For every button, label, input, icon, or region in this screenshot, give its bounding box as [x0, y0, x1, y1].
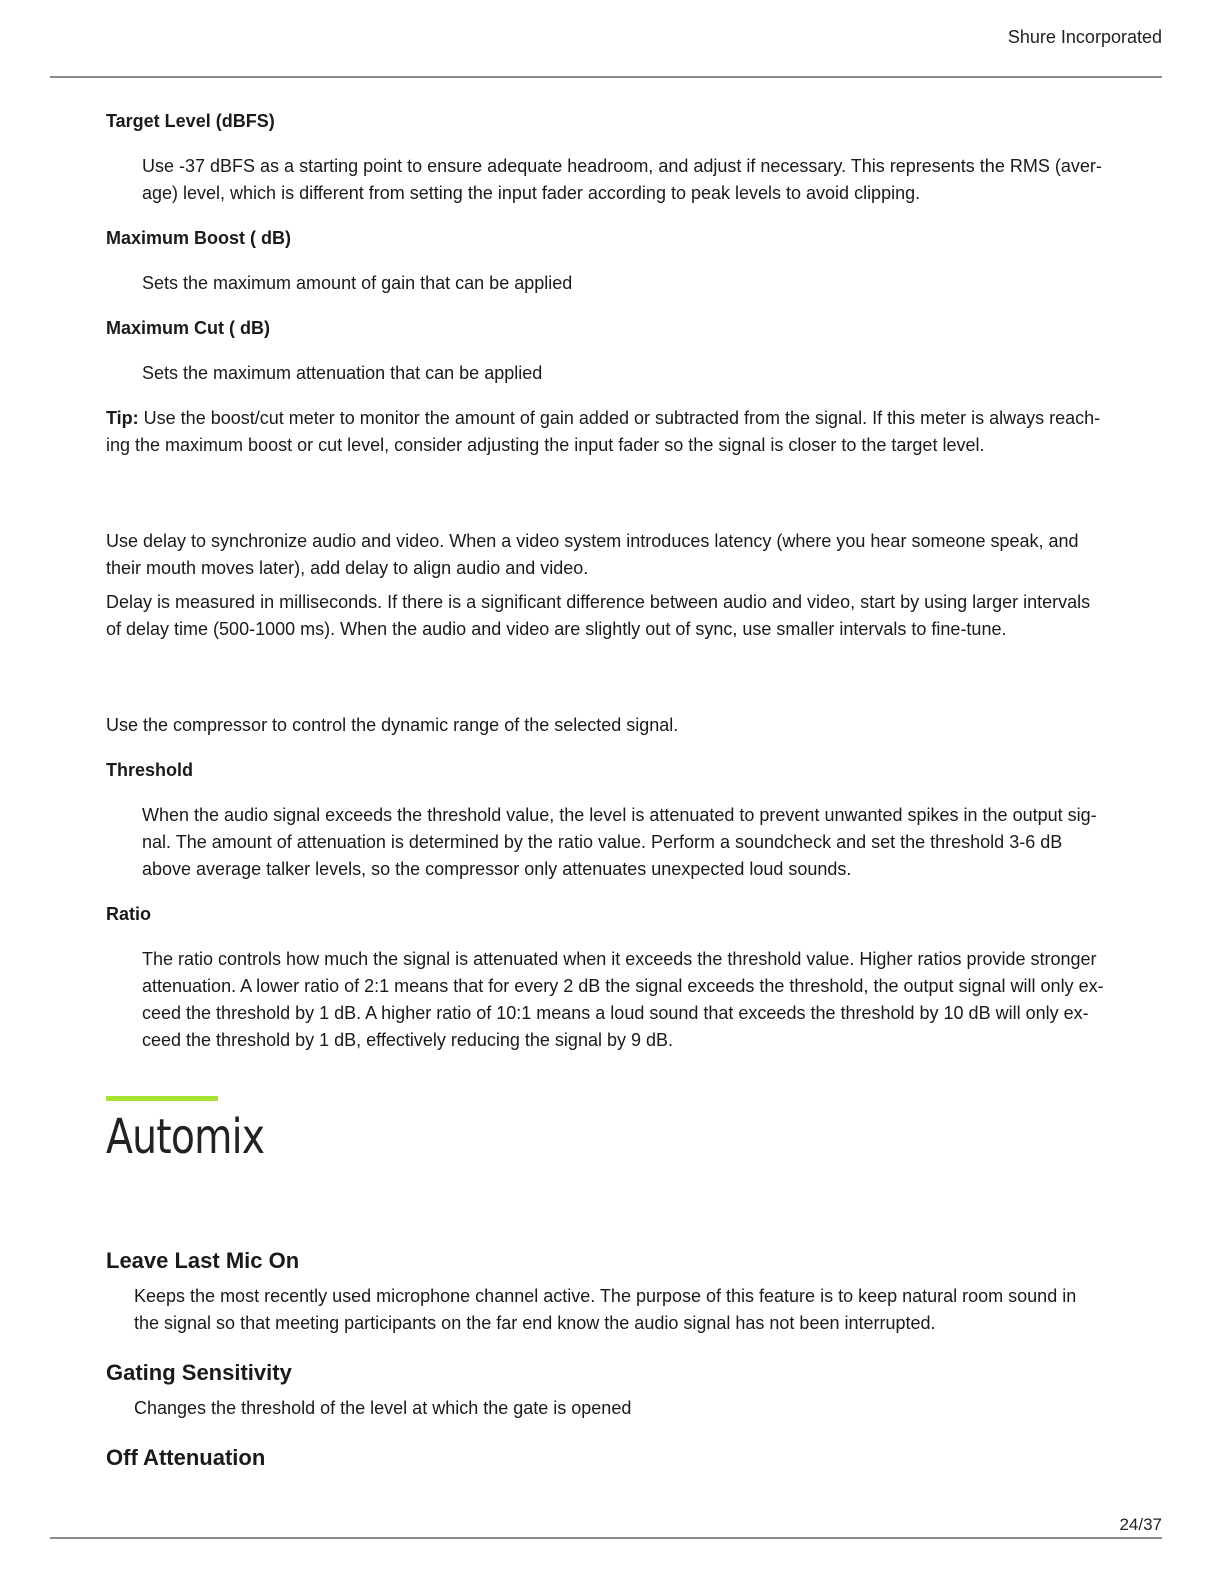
- footer-divider: [50, 1537, 1162, 1539]
- delay-paragraph-2: Delay is measured in milliseconds. If there is a significant difference between audio and video, start by using larger intervals of delay time (500-1000 ms). When the audio and video are slightly out of sync, use smaller intervals to fine-tune.: [106, 592, 1091, 639]
- definition-ratio: The ratio controls how much the signal is attenuated when it exceeds the threshold value. Higher ratios provide stronger attenuation. A lower ratio of 2:1 means that for every 2 dB the signal exceeds the threshold, the output signal will only ex-ceed the threshold by 1 dB. A higher ratio of 10:1 means a loud sound that exceeds the threshold by 10 dB will only ex-ceed the threshold by 1 dB, effectively reducing the signal by 9 dB.: [142, 949, 1104, 1050]
- term-ratio: Ratio: [106, 904, 151, 924]
- term-threshold: Threshold: [106, 760, 194, 780]
- tip-text: Use the boost/cut meter to monitor the amount of gain added or subtracted from the signal. If this meter is always reach-ing the maximum boost or cut level, consider adjusting the input fader so the signal is closer to the target level.: [106, 408, 1101, 455]
- header-divider: [50, 76, 1162, 78]
- page-number: 24/37: [1119, 1515, 1162, 1534]
- section-title-automix: Automix: [106, 1109, 265, 1165]
- tip-label: Tip:: [106, 408, 139, 428]
- header-company: Shure Incorporated: [1007, 27, 1162, 47]
- definition-threshold: When the audio signal exceeds the threshold value, the level is attenuated to prevent unwanted spikes in the output sig-nal. The amount of attenuation is determined by the ratio value. Perform a soundcheck and set the threshold 3-6 dB above average talker levels, so the compressor only attenuates unexpected loud sounds.: [142, 805, 1097, 879]
- text-gating-sensitivity: Changes the threshold of the level at which the gate is opened: [134, 1398, 632, 1418]
- term-maximum-cut: Maximum Cut ( dB): [106, 318, 270, 338]
- text-leave-last-mic-on: Keeps the most recently used microphone channel active. The purpose of this feature is to keep natural room sound in the signal so that meeting participants on the far end know the audio signal has not been interrupted.: [134, 1286, 1077, 1333]
- page-content: [106, 108, 1106, 1472]
- definition-maximum-boost: Sets the maximum amount of gain that can be applied: [142, 273, 573, 293]
- heading-off-attenuation: Off Attenuation: [106, 1445, 266, 1470]
- definition-target-level: Use -37 dBFS as a starting point to ensure adequate headroom, and adjust if necessary. This represents the RMS (aver-age) level, which is different from setting the input fader according to peak levels to avoid clipping.: [142, 156, 1102, 203]
- section-accent-bar: [106, 1096, 218, 1101]
- compressor-intro: Use the compressor to control the dynamic range of the selected signal.: [106, 715, 679, 735]
- heading-gating-sensitivity: Gating Sensitivity: [106, 1360, 292, 1385]
- tip-paragraph: [106, 405, 1106, 459]
- heading-leave-last-mic-on: Leave Last Mic On: [106, 1248, 300, 1273]
- definition-maximum-cut: Sets the maximum attenuation that can be applied: [142, 363, 543, 383]
- delay-paragraph-1: Use delay to synchronize audio and video. When a video system introduces latency (where you hear someone speak, and their mouth moves later), add delay to align audio and video.: [106, 531, 1079, 578]
- term-maximum-boost: Maximum Boost ( dB): [106, 228, 292, 248]
- term-target-level: Target Level (dBFS): [106, 111, 275, 131]
